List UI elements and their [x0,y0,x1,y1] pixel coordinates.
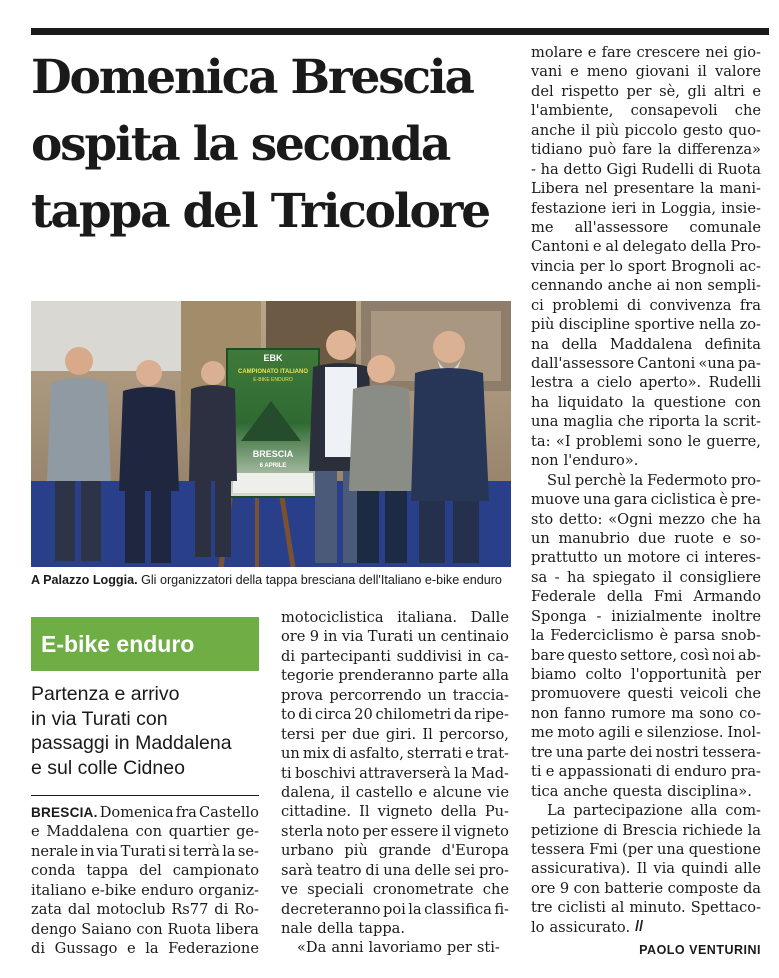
headline-line: Domenica Brescia [31,50,473,105]
text-line: Sul perchè la Federmoto pro- [547,471,761,489]
text-line: sterla noto per essere il vigneto [281,822,509,840]
text-line: dalena, il castello e alcune vie [281,783,509,801]
text-line: ore 9 in via Turati un centinaio [281,628,509,646]
text-line: ore 9 con batterie composte da [531,879,761,897]
dateline: BRESCIA. [31,805,98,820]
text-line: non l'enduro». [531,452,639,470]
text-line: italiano e-bike enduro organiz- [31,881,259,899]
text-line: sto detto: «Ogni mezzo che ha [531,510,761,528]
text-line: muove una gara ciclistica è pre- [531,491,761,509]
subheadline-line: in via Turati con [31,707,168,730]
text-line: di partecipanti suddivisi in ca- [281,647,509,665]
author-byline: PAOLO VENTURINI [639,943,761,957]
text-line: ci problemi di convivenza fra [531,296,761,314]
press-conference-photo [31,301,511,567]
text-line: urbano più grande d'Europa [281,842,509,860]
text-line: vincia per lo sport Brognoli ac- [531,257,761,275]
projection-screen [31,301,191,371]
poster-date: 6 APRILE [259,463,287,469]
subheadline-line: e sul colle Cidneo [31,757,185,780]
text-line: tre ciclisti al minuto. Spettaco- [531,899,761,917]
text-line: di Gussago e la Federazione [31,940,259,958]
text-line: ti boschivi attraverserà la Mad- [281,764,509,782]
poster-city: BRESCIA [252,449,294,459]
text-line: tegorie prenderanno parte alla [281,667,509,685]
text-line: la Federciclismo è parsa snob- [531,627,761,645]
text-line: più discipline sportive nella zo- [531,316,761,334]
text-line: La partecipazione alla com- [547,802,761,820]
text-line: ha liquidato la questione con [531,393,761,411]
text-line: lestra a cielo aperto». Rudelli [531,374,761,392]
subheadline-line: passaggi in Maddalena [31,732,232,755]
text-line: nerale in via Turati si terrà la se- [31,842,259,860]
text-line: tre una parte dei nostri tessera- [531,743,761,761]
text-line: prattutto un motore ci interes- [531,549,761,567]
text-line: conda tappa del campionato [31,862,259,880]
text-line: zata dal motoclub Rs77 di Ro- [31,901,259,919]
text-line: na della Maddalena definita [531,335,761,353]
poster-logo: EBK [263,353,283,363]
text-line: vani e meno giovani il valore [531,63,761,81]
text-line: decreteranno poi la classifica fi- [281,900,509,918]
text-line: to di circa 20 chilometri da ripe- [281,706,509,724]
end-mark: // [635,918,644,935]
text-line: petizione di Brescia richiede la [531,821,761,839]
text-line: festazione ieri in Loggia, insie- [531,199,761,217]
text-line: sarà teatro di una delle sei pro- [281,861,509,879]
text-line: nale della tappa. [281,920,406,937]
text-line: me all'assessore comunale [531,218,761,236]
text-line: motociclistica italiana. Dalle [281,609,509,626]
text-line: sa - ha spiegato il consigliere [531,568,761,586]
text-line: un mix di asfalto, sterrati e trat- [281,745,509,763]
text-line: promuovere questi veicoli che [531,685,761,703]
text-line: l'ambiente, consapevoli che [531,102,761,120]
event-poster [227,349,319,497]
text-line: molare e fare crescere nei gio- [531,44,761,61]
caption-text: Gli organizzatori della tappa bresciana dell'Italiano e-bike enduro [137,573,502,587]
text-line: - ha detto Gigi Rudelli di Ruota [531,160,761,178]
text-line: «Da anni lavoriamo per sti- [297,939,500,957]
text-line: me moto agili e silenziose. Inol- [531,724,761,742]
text-line: ve speciali cronometrate che [281,881,509,899]
text-line: assicurativa). Il via quindi alle [531,860,761,878]
text-line: cittadine. Il vigneto della Pu- [281,803,509,821]
subheadline-line: Partenza e arrivo [31,683,180,705]
top-rule [31,28,769,35]
text-line: Federale della Fmi Armando [531,588,761,606]
text-line: Libera nel presentare la mani- [531,180,761,198]
body-column-1 [31,803,259,959]
text-line: tidiano può fare la differenza» [531,141,761,159]
text-line: biamo colto l'opportunità per [531,666,761,683]
text-line: ti e appassionati di enduro pra- [531,763,761,781]
subheadline [31,682,266,781]
text-line: bare questo settore, così noi ab- [531,646,761,664]
text-line: tersi per due giri. Il percorso, [281,725,509,743]
photo-illustration [31,301,511,567]
photo-caption [31,573,521,587]
text-line: prova percorrendo un traccia- [281,686,509,704]
poster-subtitle: E-BIKE ENDURO [253,377,293,383]
headline-line: ospita la seconda [31,117,450,172]
text-line: Cantoni e al delegato della Pro- [531,238,761,256]
headline [31,44,521,245]
text-line: dengo Saiano con Ruota libera [31,920,259,938]
text-line: non fanno rumore ma sono co- [531,704,761,722]
text-line: tica anche questa disciplina». [531,782,752,800]
text-line: BRESCIA. Domenica fra Castello [31,804,259,821]
poster-title: CAMPIONATO ITALIANO [238,369,308,375]
subhead-rule [31,795,259,796]
text-line: e Maddalena con quartier ge- [31,823,259,841]
text-line: cennando anche ai non sempli- [531,277,761,295]
text-line: anche il più piccolo gesto quo- [531,121,761,139]
text-line: del rispetto per sè, gli altri e [531,82,761,100]
text-line: ta: «I problemi sono le guerre, [531,432,761,450]
caption-lead: A Palazzo Loggia. [31,573,138,587]
text-line: tessera Fmi (per una questione [531,840,761,858]
section-tag: E-bike enduro [31,617,259,671]
text-line: una maglia che riporta la scrit- [531,413,761,431]
text-line: Sponga - inizialmente inoltre [531,607,761,625]
headline-line: tappa del Tricolore [31,184,489,239]
text-line: lo assicurato. // [531,918,644,936]
text-line: dall'assessore Cantoni «una pa- [531,355,761,372]
text-line: un manubrio due ruote e so- [531,529,761,547]
body-column-3 [531,43,761,937]
body-column-2 [281,608,509,958]
